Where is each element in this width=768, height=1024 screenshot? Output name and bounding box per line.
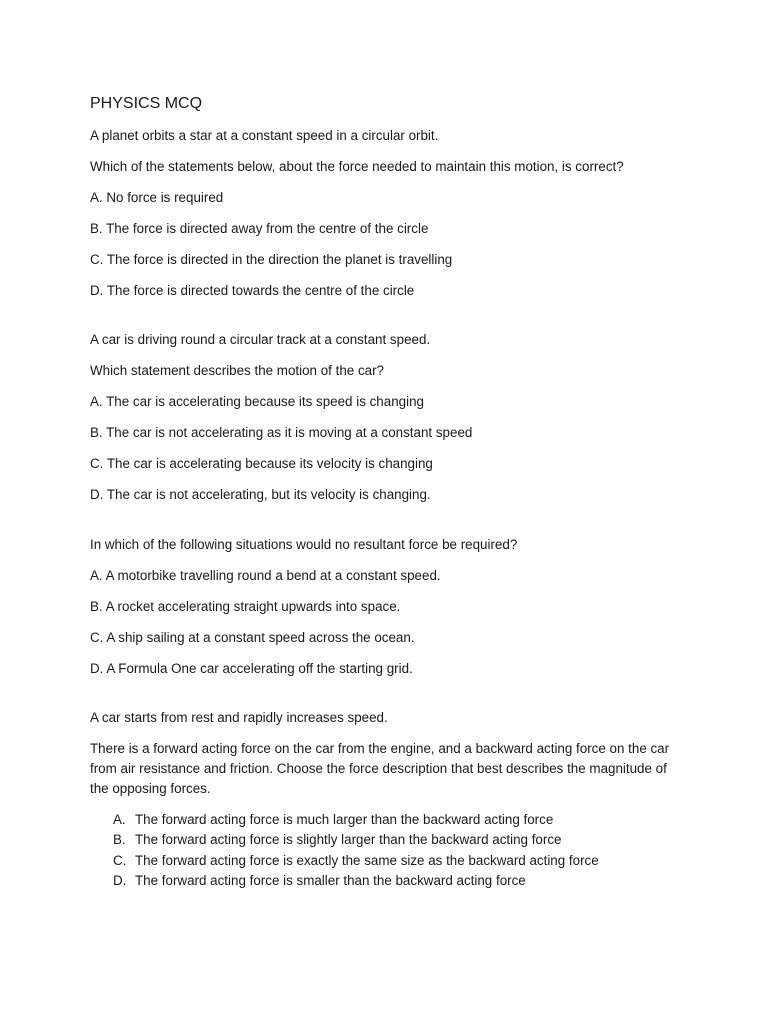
question-stem: Which of the statements below, about the force needed to maintain this motion, is correct? — [90, 159, 624, 174]
question-1 — [90, 126, 678, 301]
answer-option-a: A. The car is accelerating because its speed is changing — [90, 394, 424, 409]
answer-option-d: D. The car is not accelerating, but its velocity is changing. — [90, 487, 431, 502]
answer-option-c — [113, 851, 678, 871]
answer-option-d: D. The force is directed towards the centre of the circle — [90, 283, 415, 298]
option-text: The forward acting force is smaller than the backward acting force — [135, 872, 526, 888]
answer-option-b: B. The car is not accelerating as it is moving at a constant speed — [90, 425, 473, 440]
option-text: The forward acting force is exactly the same size as the backward acting force — [135, 852, 599, 868]
answer-option-b: B. The force is directed away from the centre of the circle — [90, 221, 429, 236]
option-marker: A. — [113, 812, 126, 827]
option-text: The forward acting force is much larger than the backward acting force — [135, 812, 554, 827]
answer-option-b — [113, 830, 678, 850]
option-text: The forward acting force is slightly larger than the backward acting force — [135, 832, 562, 848]
question-4 — [90, 708, 678, 891]
question-stem: Which statement describes the motion of the car? — [90, 363, 384, 378]
question-3 — [90, 535, 678, 679]
answer-option-c: C. The force is directed in the direction the planet is travelling — [90, 252, 453, 267]
option-marker: C. — [113, 852, 127, 868]
question-2 — [90, 330, 678, 505]
option-marker: B. — [113, 832, 126, 848]
answer-option-a — [113, 810, 678, 830]
answer-option-a: A. No force is required — [90, 190, 224, 205]
answer-option-c: C. The car is accelerating because its velocity is changing — [90, 456, 433, 471]
page-title: PHYSICS MCQ — [90, 95, 203, 112]
answer-option-a: A. A motorbike travelling round a bend at a constant speed. — [90, 568, 441, 583]
answer-option-d — [113, 871, 678, 891]
answer-option-d: D. A Formula One car accelerating off the starting grid. — [90, 661, 413, 676]
question-stem: In which of the following situations would no resultant force be required? — [90, 537, 518, 552]
question-stem: A planet orbits a star at a constant speed in a circular orbit. — [90, 128, 439, 143]
answer-option-c: C. A ship sailing at a constant speed across the ocean. — [90, 630, 415, 645]
option-marker: D. — [113, 872, 127, 888]
answer-list — [90, 810, 678, 891]
question-stem: A car is driving round a circular track at a constant speed. — [90, 332, 431, 347]
answer-option-b: B. A rocket accelerating straight upwards into space. — [90, 599, 401, 614]
question-stem: A car starts from rest and rapidly increases speed. — [90, 710, 388, 725]
question-stem: There is a forward acting force on the car from the engine, and a backward acting force on the car from air resistance and friction. Choose the force description that best describes the magnitude of the opposing forces. — [90, 741, 670, 796]
